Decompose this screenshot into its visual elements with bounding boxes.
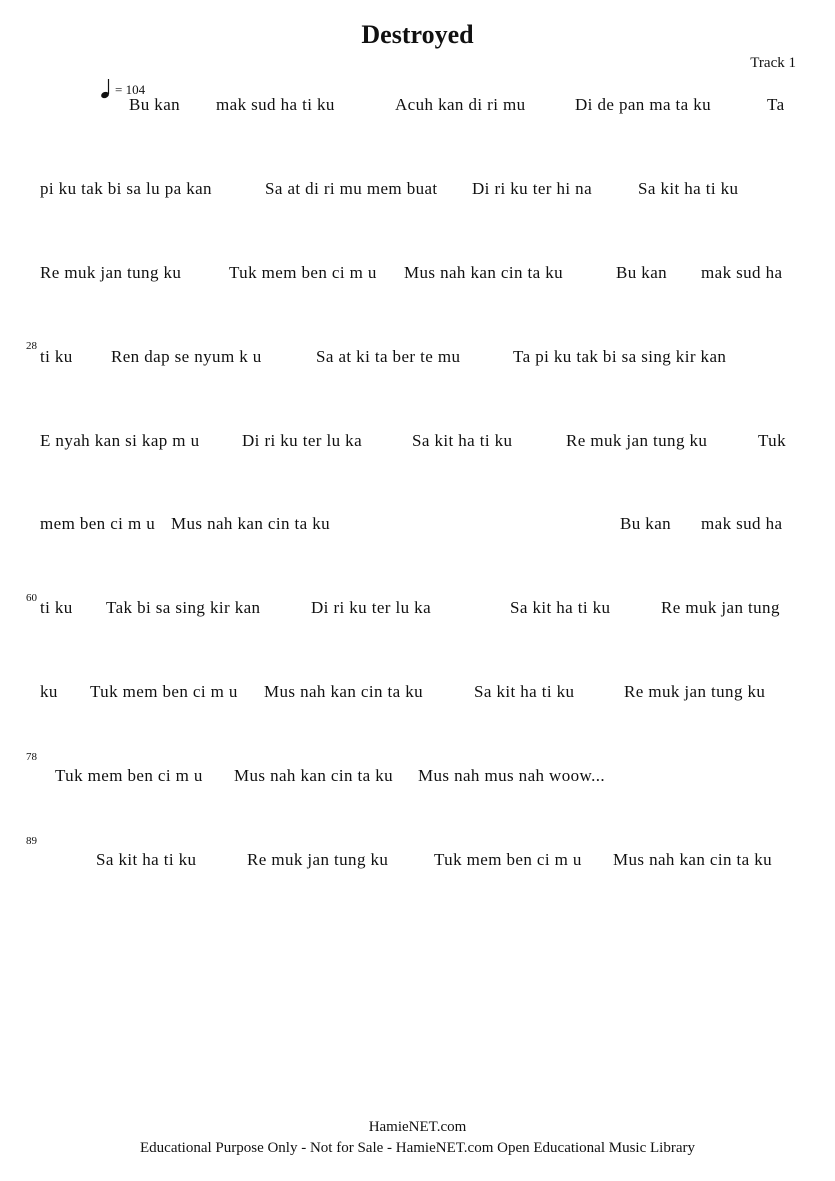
lyric-word: mem ben ci m u <box>40 514 156 533</box>
lyrics-line-2 <box>40 177 796 201</box>
lyric-word: Tuk mem ben ci m u <box>90 682 238 701</box>
lyric-word: ti ku <box>40 598 73 617</box>
lyric-word: Mus nah kan cin ta ku <box>234 766 394 785</box>
lyric-word: Bu kan <box>129 95 181 114</box>
lyric-word: mak sud ha <box>701 263 783 282</box>
lyric-word: Re muk jan tung ku <box>624 682 766 701</box>
lyric-word: Mus nah kan cin ta ku <box>613 850 773 869</box>
lyric-word: Re muk jan tung <box>661 598 780 617</box>
lyric-word: Tuk mem ben ci m u <box>55 766 203 785</box>
lyrics-line-7 <box>40 596 796 620</box>
lyric-word: Re muk jan tung ku <box>247 850 389 869</box>
lyric-word: Re muk jan tung ku <box>40 263 182 282</box>
lyric-word: E nyah kan si kap m u <box>40 431 200 450</box>
measure-number: 89 <box>26 835 37 847</box>
score-title: Destroyed <box>361 20 474 49</box>
lyrics-line-8 <box>40 680 796 704</box>
lyrics-line-3 <box>40 261 796 285</box>
lyric-word: Ta <box>767 95 785 114</box>
lyric-word: Ta pi ku tak bi sa sing kir kan <box>513 347 727 366</box>
lyric-word: Mus nah kan cin ta ku <box>264 682 424 701</box>
lyric-word: Acuh kan di ri mu <box>395 95 526 114</box>
lyric-word: mak sud ha ti ku <box>216 95 335 114</box>
lyrics-line-6 <box>40 512 796 536</box>
lyrics-line-9 <box>40 764 796 788</box>
lyrics-line-1 <box>40 93 796 117</box>
lyric-word: Sa kit ha ti ku <box>96 850 197 869</box>
lyric-word: Bu kan <box>616 263 668 282</box>
lyric-word: Di ri ku ter lu ka <box>242 431 363 450</box>
lyric-word: Bu kan <box>620 514 672 533</box>
lyric-word: Sa at ki ta ber te mu <box>316 347 461 366</box>
lyric-word: Mus nah mus nah woow... <box>418 766 606 785</box>
lyric-word: Mus nah kan cin ta ku <box>404 263 564 282</box>
lyric-word: Ren dap se nyum k u <box>111 347 262 366</box>
measure-number: 60 <box>26 592 37 604</box>
lyrics-line-10 <box>40 848 796 872</box>
lyric-word: Sa kit ha ti ku <box>638 179 739 198</box>
track-label: Track 1 <box>750 55 796 71</box>
lyric-word: pi ku tak bi sa lu pa kan <box>40 179 212 198</box>
measure-number: 28 <box>26 340 37 352</box>
lyric-word: Di ri ku ter hi na <box>472 179 593 198</box>
lyric-word: Sa kit ha ti ku <box>412 431 513 450</box>
lyric-word: Di ri ku ter lu ka <box>311 598 432 617</box>
tempo-value: = 104 <box>115 82 146 97</box>
measure-number: 78 <box>26 751 37 763</box>
lyric-word: ti ku <box>40 347 73 366</box>
footer-site: HamieNET.com <box>368 1119 467 1135</box>
lyric-word: Mus nah kan cin ta ku <box>171 514 331 533</box>
lyric-word: Tak bi sa sing kir kan <box>106 598 261 617</box>
lyric-word: Re muk jan tung ku <box>566 431 708 450</box>
lyric-word: Sa at di ri mu mem buat <box>265 179 438 198</box>
lyric-word: Tuk mem ben ci m u <box>434 850 582 869</box>
lyric-word: Tuk mem ben ci m u <box>229 263 377 282</box>
lyric-word: Sa kit ha ti ku <box>474 682 575 701</box>
lyric-word: mak sud ha <box>701 514 783 533</box>
lyric-word: Di de pan ma ta ku <box>575 95 712 114</box>
footer-notice: Educational Purpose Only - Not for Sale - HamieNET.com Open Educational Music Library <box>140 1140 695 1156</box>
lyric-word: Sa kit ha ti ku <box>510 598 611 617</box>
lyrics-line-5 <box>40 429 796 453</box>
lyric-word: Tuk <box>758 431 786 450</box>
lyric-word: ku <box>40 682 58 701</box>
lyrics-line-4 <box>40 345 796 369</box>
